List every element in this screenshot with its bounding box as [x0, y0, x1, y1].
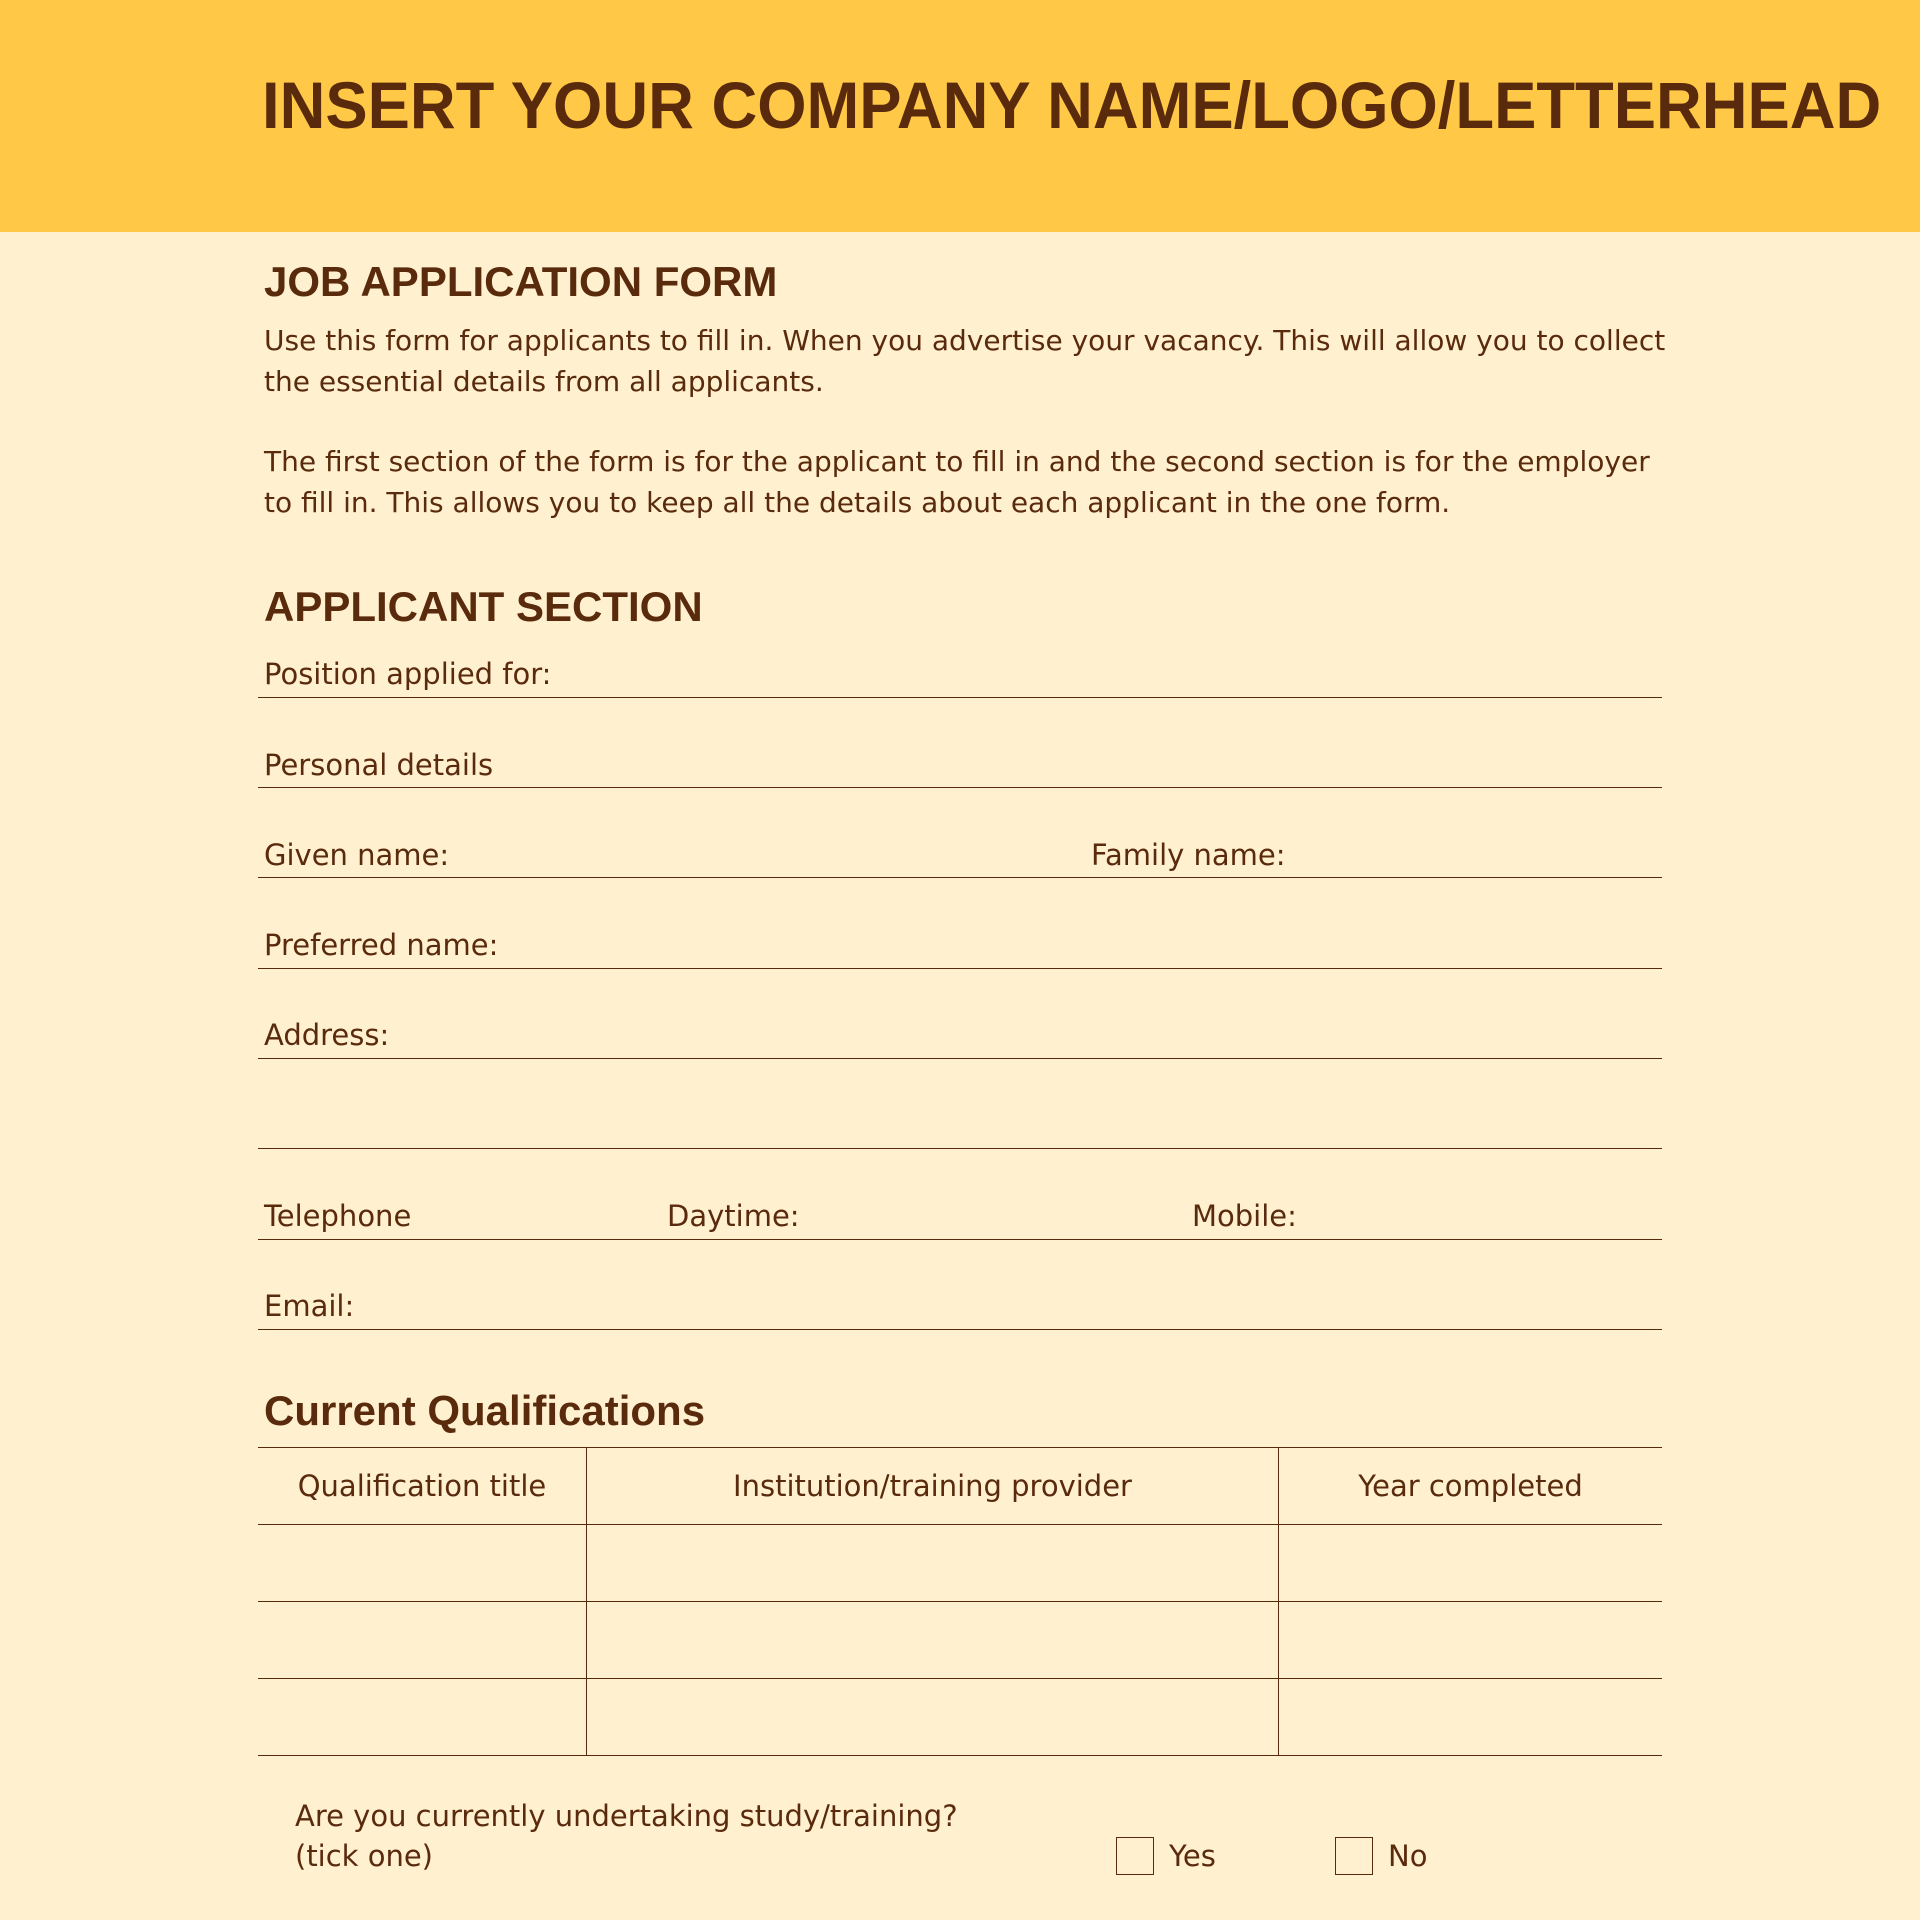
email-field-line[interactable] — [258, 1329, 1662, 1330]
address-label: Address: — [264, 1018, 390, 1052]
table-cell[interactable] — [1279, 1525, 1663, 1602]
daytime-label: Daytime: — [667, 1199, 800, 1233]
table-cell[interactable] — [587, 1602, 1279, 1679]
column-header-year: Year completed — [1279, 1448, 1663, 1525]
tick-one-hint: (tick one) — [295, 1839, 433, 1873]
table-row — [258, 1602, 1662, 1679]
table-cell[interactable] — [1279, 1602, 1663, 1679]
personal-details-label: Personal details — [264, 748, 494, 782]
table-cell[interactable] — [258, 1602, 587, 1679]
study-question: Are you currently undertaking study/training? — [295, 1799, 958, 1833]
intro-paragraph-1: Use this form for applicants to fill in. When you advertise your vacancy. This will allow you to collect the essential details from all applicants. — [264, 324, 1666, 398]
table-cell[interactable] — [258, 1679, 587, 1756]
yes-label: Yes — [1169, 1839, 1216, 1873]
address-field-line-1[interactable] — [258, 1058, 1662, 1059]
form-title: JOB APPLICATION FORM — [264, 258, 778, 305]
qualifications-title: Current Qualifications — [264, 1387, 706, 1434]
preferred-name-label: Preferred name: — [264, 928, 499, 962]
letterhead-banner — [0, 0, 1920, 232]
preferred-name-field-line[interactable] — [258, 968, 1662, 969]
address-field-line-2[interactable] — [258, 1148, 1662, 1149]
personal-details-line — [258, 787, 1662, 788]
telephone-field-line[interactable] — [258, 1239, 1662, 1240]
table-row — [258, 1679, 1662, 1756]
table-cell[interactable] — [587, 1679, 1279, 1756]
yes-checkbox[interactable] — [1116, 1837, 1154, 1875]
email-label: Email: — [264, 1289, 355, 1323]
position-field-line[interactable] — [258, 697, 1662, 698]
applicant-section-title: APPLICANT SECTION — [264, 583, 703, 630]
intro-paragraph-2: The first section of the form is for the applicant to fill in and the second section is for the employer to fill in. This allows you to keep all the details about each applicant in the one form. — [264, 445, 1650, 519]
given-name-label: Given name: — [264, 838, 450, 872]
table-cell[interactable] — [587, 1525, 1279, 1602]
table-header-row — [258, 1448, 1662, 1525]
company-name-placeholder: INSERT YOUR COMPANY NAME/LOGO/LETTERHEAD — [262, 68, 1882, 142]
table-cell[interactable] — [258, 1525, 587, 1602]
qualifications-table — [258, 1447, 1662, 1756]
table-cell[interactable] — [1279, 1679, 1663, 1756]
column-header-qualification: Qualification title — [258, 1448, 587, 1525]
family-name-label: Family name: — [1091, 838, 1286, 872]
mobile-label: Mobile: — [1192, 1199, 1297, 1233]
no-checkbox[interactable] — [1335, 1837, 1373, 1875]
column-header-institution: Institution/training provider — [587, 1448, 1279, 1525]
telephone-label: Telephone — [264, 1199, 412, 1233]
table-row — [258, 1525, 1662, 1602]
name-field-line[interactable] — [258, 877, 1662, 878]
position-label: Position applied for: — [264, 657, 552, 691]
no-label: No — [1388, 1839, 1428, 1873]
